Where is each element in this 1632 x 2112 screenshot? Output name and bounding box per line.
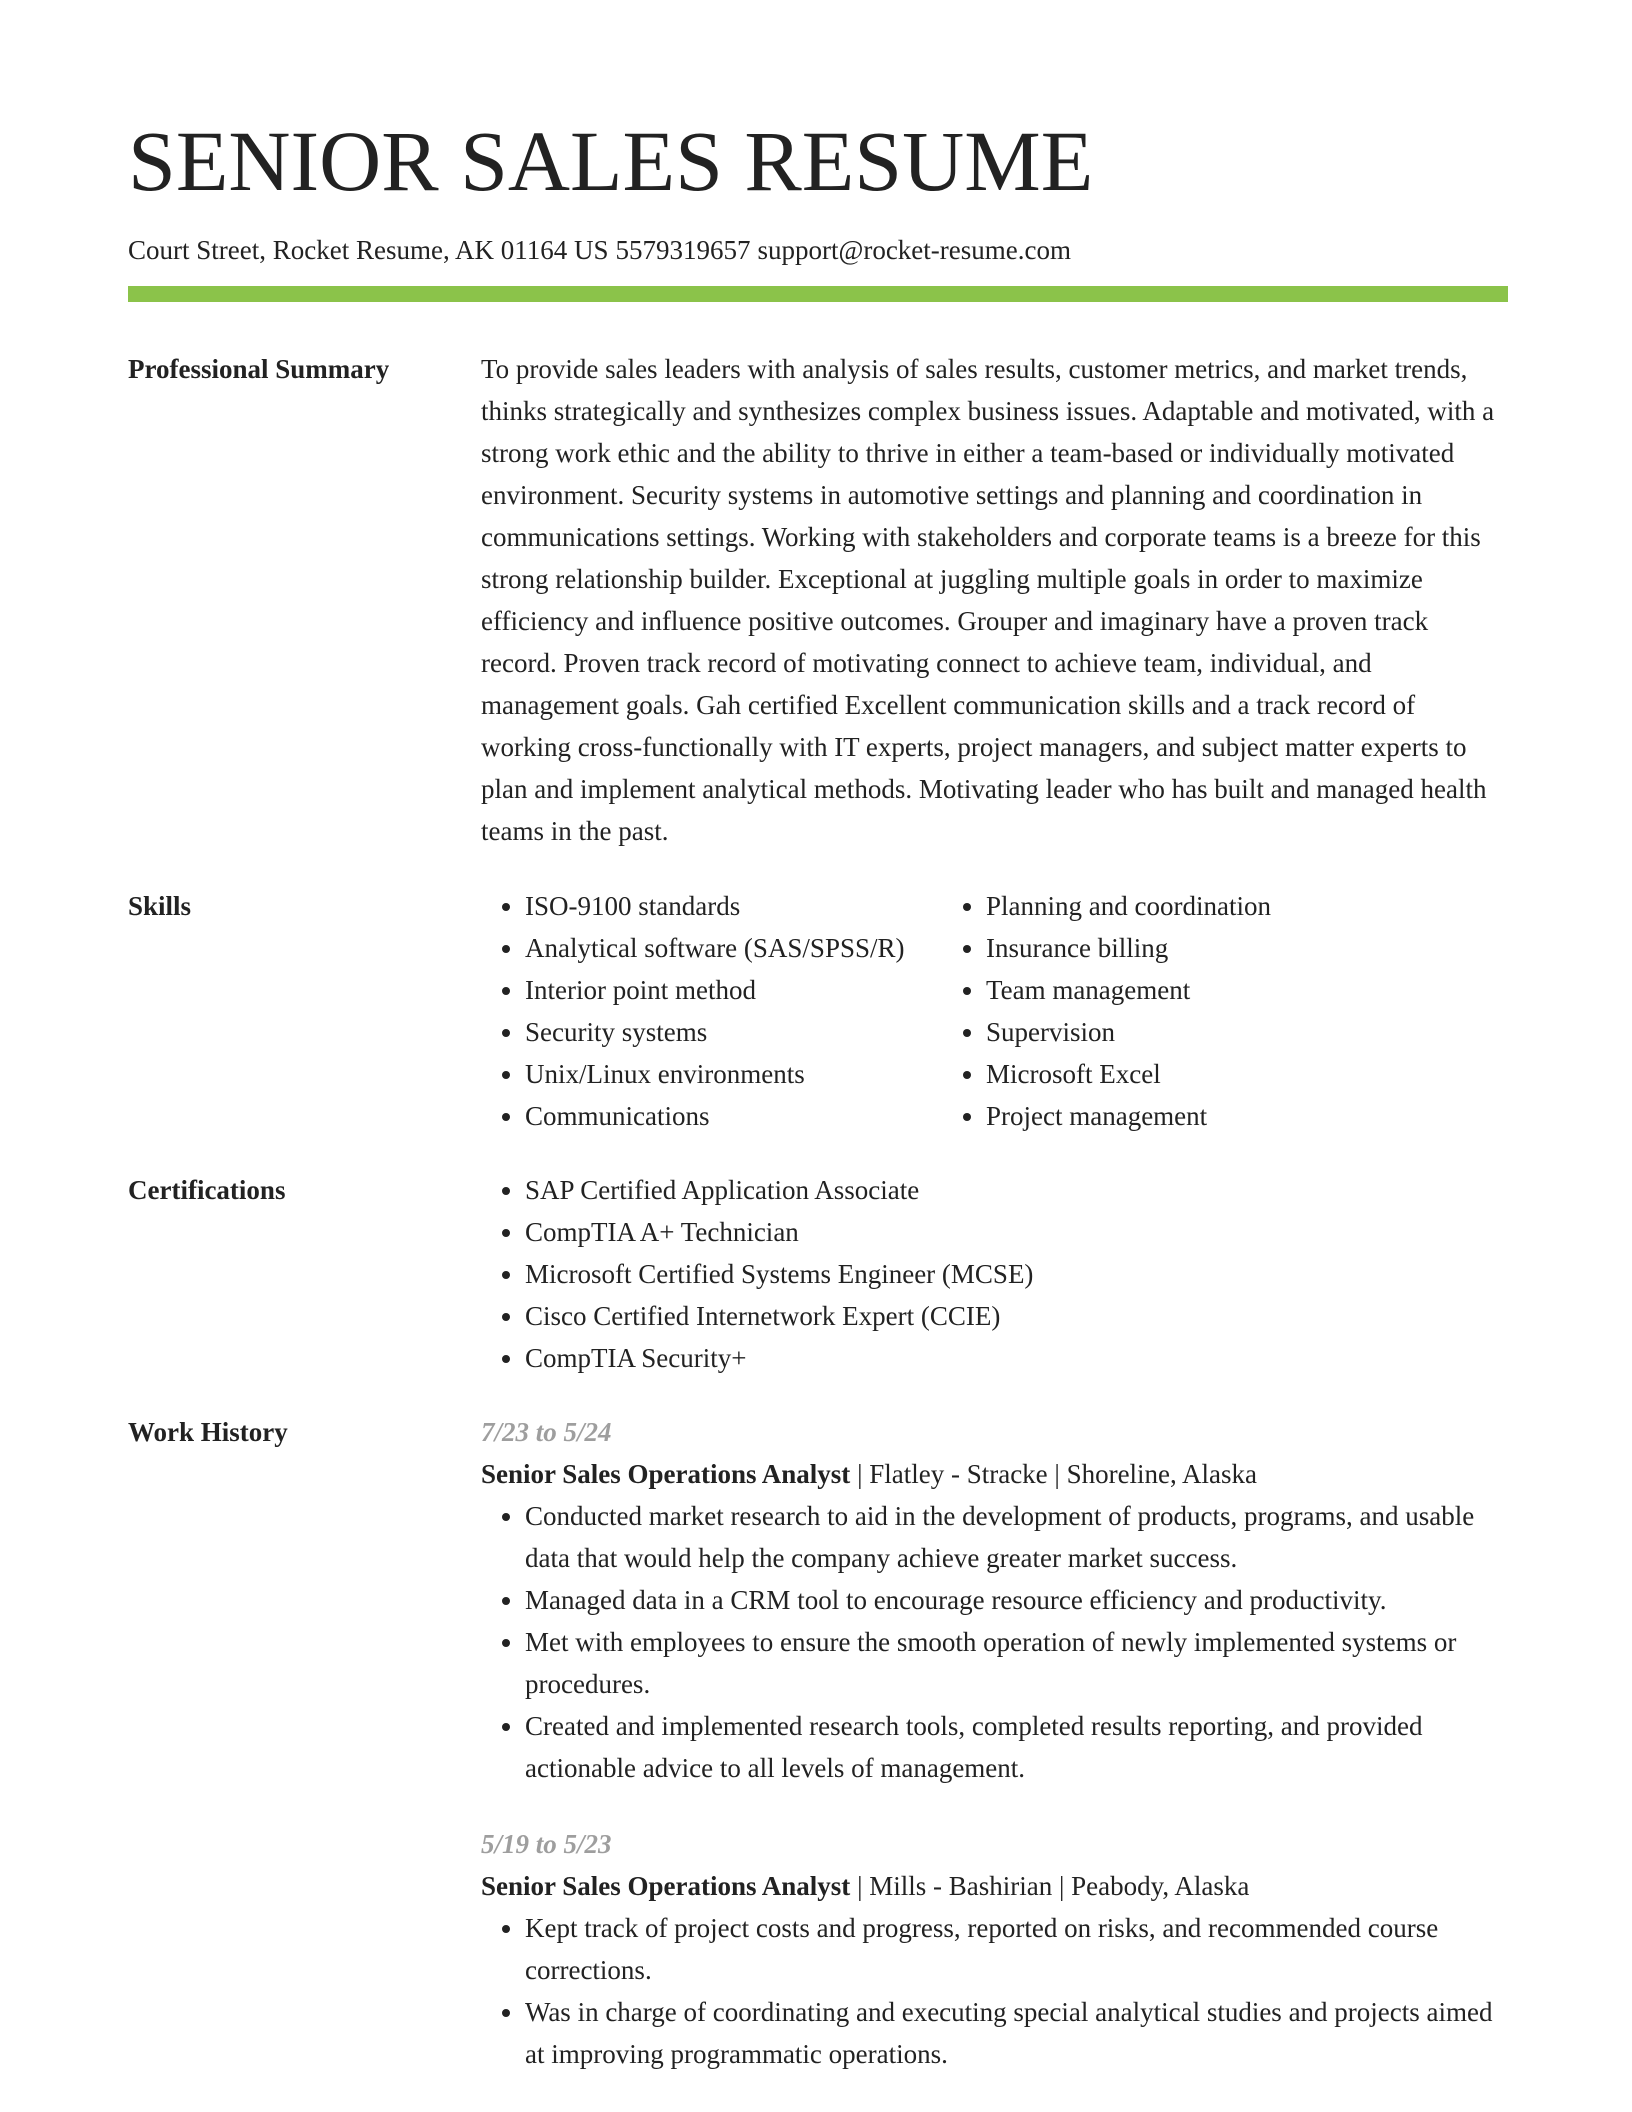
- job-dates: 7/23 to 5/24: [481, 1417, 612, 1447]
- contact-email: support@rocket-resume.com: [757, 235, 1071, 265]
- job-heading: [481, 1453, 1508, 1495]
- certification-item: • Microsoft Certified Systems Engineer (MCSE): [525, 1253, 1508, 1295]
- job-heading: [481, 1865, 1508, 1907]
- skill-item: • Insurance billing: [986, 927, 1502, 969]
- summary-body: [481, 348, 1508, 852]
- job-bullet: • Met with employees to ensure the smooth operation of newly implemented systems or procedures.: [525, 1621, 1508, 1705]
- work-history-label: Work History: [128, 1417, 288, 1447]
- job-bullet: • Kept track of project costs and progress, reported on risks, and recommended course corrections.: [525, 1907, 1508, 1991]
- skill-item: • Team management: [986, 969, 1502, 1011]
- job-bullet: • Was in charge of coordinating and executing special analytical studies and projects aimed at improving programmatic operations.: [525, 1991, 1508, 2075]
- job-bullet: • Conducted market research to aid in the development of products, programs, and usable data that would help the company achieve greater market success.: [525, 1495, 1508, 1579]
- skill-item: • Project management: [986, 1095, 1502, 1137]
- job-bullets: [481, 1907, 1508, 2075]
- certification-item: • CompTIA Security+: [525, 1337, 1508, 1379]
- certifications-body: [481, 1169, 1508, 1379]
- contact-phone: 5579319657: [615, 235, 751, 265]
- summary-label: Professional Summary: [128, 354, 390, 384]
- certification-item: • Cisco Certified Internetwork Expert (CCIE): [525, 1295, 1508, 1337]
- skills-list-right: [942, 885, 1502, 1137]
- skills-label: Skills: [128, 891, 192, 921]
- certification-item: • CompTIA A+ Technician: [525, 1211, 1508, 1253]
- job-bullets: [481, 1495, 1508, 1789]
- skill-item: • Security systems: [525, 1011, 942, 1053]
- certifications-label: Certifications: [128, 1175, 286, 1205]
- skill-item: • Interior point method: [525, 969, 942, 1011]
- skills-list-left: [481, 885, 942, 1137]
- certification-item: • SAP Certified Application Associate: [525, 1169, 1508, 1211]
- job-details: | Mills - Bashirian | Peabody, Alaska: [850, 1871, 1250, 1901]
- contact-line: [128, 234, 1078, 266]
- contact-address: Court Street, Rocket Resume, AK 01164 US: [128, 235, 609, 265]
- skill-item: • Supervision: [986, 1011, 1502, 1053]
- job-title: Senior Sales Operations Analyst: [481, 1459, 851, 1489]
- skill-item: • ISO-9100 standards: [525, 885, 942, 927]
- job-details: | Flatley - Stracke | Shoreline, Alaska: [850, 1459, 1258, 1489]
- job-bullet: • Managed data in a CRM tool to encourage resource efficiency and productivity.: [525, 1579, 1508, 1621]
- work-history-body: [481, 1411, 1508, 2075]
- job-title: Senior Sales Operations Analyst: [481, 1871, 851, 1901]
- job-dates: 5/19 to 5/23: [481, 1829, 612, 1859]
- skill-item: • Unix/Linux environments: [525, 1053, 942, 1095]
- skill-item: • Planning and coordination: [986, 885, 1502, 927]
- job-entry: [481, 1411, 1508, 1789]
- skills-body: [481, 885, 1508, 1137]
- skill-item: • Microsoft Excel: [986, 1053, 1502, 1095]
- skill-item: • Analytical software (SAS/SPSS/R): [525, 927, 942, 969]
- resume-title: SENIOR SALES RESUME: [128, 113, 1094, 209]
- header-divider: [128, 286, 1508, 302]
- summary-text: To provide sales leaders with analysis of sales results, customer metrics, and market trends, thinks strategically and synthesizes complex business issues. Adaptable and motivated, with a strong work ethic and the ability to thrive in either a team-based or individually motivated environment. Security systems in automotive settings and planning and coordination in communications settings. Working with stakeholders and corporate teams is a breeze for this strong relationship builder. Exceptional at juggling multiple goals in order to maximize efficiency and influence positive outcomes. Grouper and imaginary have a proven track record. Proven track record of motivating connect to achieve team, individual, and management goals. Gah certified Excellent communication skills and a track record of working cross-functionally with IT experts, project managers, and subject matter experts to plan and implement analytical methods. Motivating leader who has built and managed health teams in the past.: [481, 354, 1495, 846]
- job-entry: [481, 1823, 1508, 2075]
- job-bullet: • Created and implemented research tools, completed results reporting, and provided actionable advice to all levels of management.: [525, 1705, 1508, 1789]
- certifications-list: [481, 1169, 1508, 1379]
- skill-item: • Communications: [525, 1095, 942, 1137]
